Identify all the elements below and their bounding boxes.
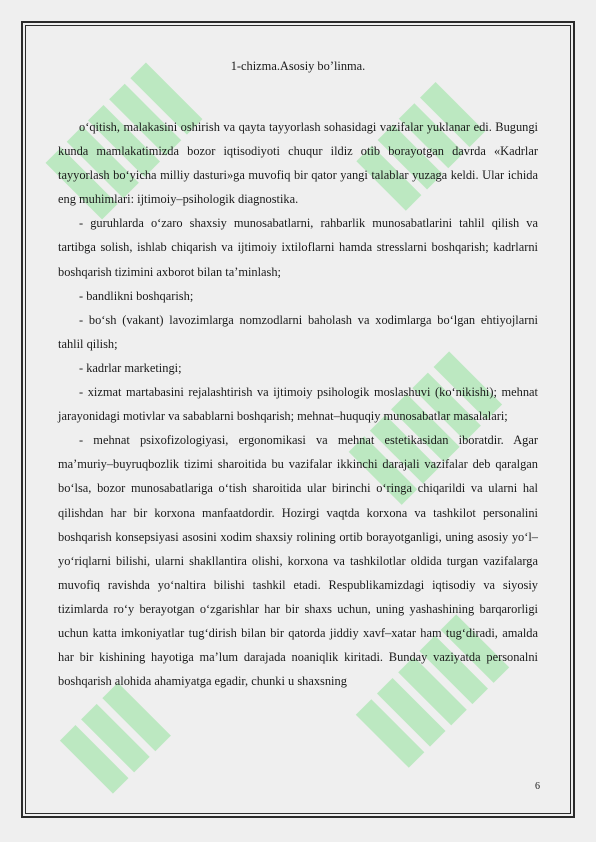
paragraph: o‘qitish, malakasini oshirish va qayta tayyorlash sohasidagi vazifalar yuklanar edi. Bugungi kunda mamlakatimizda bozor iqtisodiyoti chuqur ildiz otib borayotgan davrda «Kadrlar tayyorlash bo‘yicha milliy dasturi»ga muvofiq bir qator yangi talablar yuzaga keldi. Ular ichida eng muhimlari: ijtimoiy–psihologik diagnostika. — [58, 120, 538, 207]
figure-caption: 1-chizma.Asosiy bo’linma. — [230, 59, 366, 73]
document-body — [58, 115, 538, 693]
paragraph: - mehnat psixofizologiyasi, ergonomikasi va mehnat estetikasidan iboratdir. Agar ma’muriy–buyruqbozlik tizimi sharoitida bu vazifalar ikkinchi darajali vazifalar deb qaralgan bo‘lsa, bozor munosabatlariga o‘tish sharoitida ular birinchi o‘ringa chiqarildi va ularni hal qilishdan har bir korxona manfaatdordir. Hozirgi vaqtda korxona va tashkilot personalini boshqarish konsepsiyasi asosini xodim shaxsiy rolining ortib borayotganligi, uning asosiy yo‘l–yo‘riqlarni bilishi, ularni shakllantira olishi, korxona va tashkilotlar oldida turgan vazifalarga muvofiq ravishda yo‘naltira bilishi tashkil etadi. Respublikamizdagi iqtisodiy va siyosiy tizimlarda ro‘y berayotgan o‘zgarishlar har bir shaxs uchun, uning yashashining barqarorligi uchun katta imkoniyatlar tug‘dirish bilan bir qatorda jiddiy xavf–xatar ham tug‘diradi, amalda har bir kishining hayotiga ma’lum darajada noaniqlik kiritadi. Bunday vaziyatda personalni boshqarish alohida ahamiyatga egadir, chunki u shaxsning — [58, 433, 538, 689]
paragraph: - bandlikni boshqarish; — [79, 288, 194, 303]
paragraph: - kadrlar marketingi; — [79, 360, 182, 375]
paragraph: - guruhlarda o‘zaro shaxsiy munosabatlarni, rahbarlik munosabatlarini tahlil qilish va tartibga solish, ishlab chiqarish va ijtimoiy ixtiloflarni hamda stresslarni boshqarish; kadrlarni boshqarish tizimini axborot bilan ta’minlash; — [58, 216, 538, 279]
paragraph: - bo‘sh (vakant) lavozimlarga nomzodlarni baholash va xodimlarga bo‘lgan ehtiyojlarni tahlil qilish; — [58, 312, 538, 351]
page-number: 6 — [535, 781, 540, 792]
paragraph: - xizmat martabasini rejalashtirish va ijtimoiy psihologik moslashuvi (ko‘nikishi); mehnat jarayonidagi motivlar va sabablarni boshqarish; mehnat–huquqiy munosabatlar masalalari; — [58, 385, 538, 424]
